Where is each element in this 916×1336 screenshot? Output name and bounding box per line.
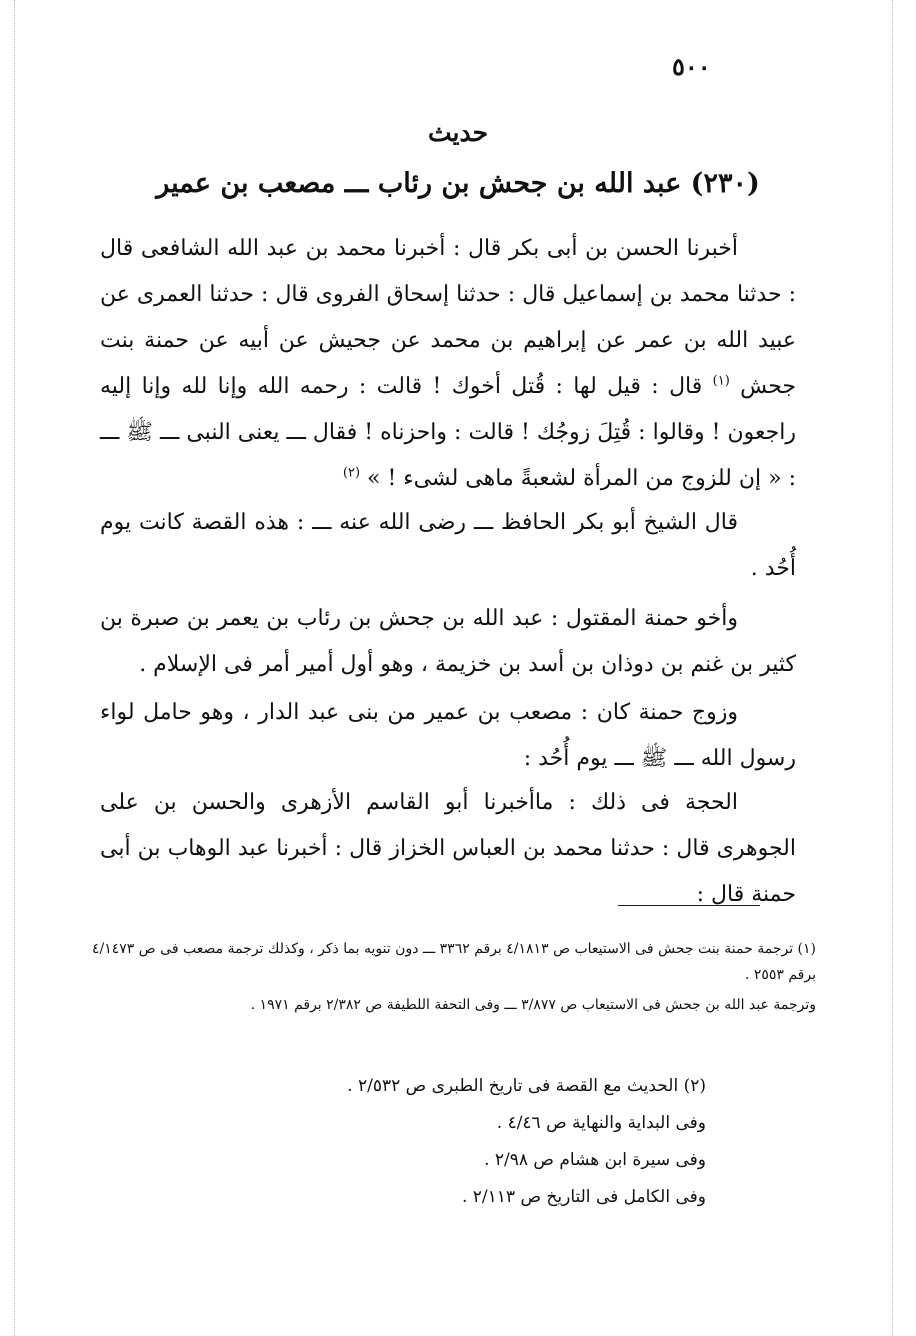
footnote-divider [618, 905, 760, 906]
paragraph-hafiz-note [100, 500, 796, 592]
footnotes-block [92, 936, 816, 1022]
hadith-title: (٢٣٠) عبد الله بن جحش بن رئاب ـــ مصعب بن عمير [156, 168, 760, 199]
brother-text: وأخو حمنة المقتول : عبد الله بن جحش بن رئاب بن يعمر بن صبرة بن كثير بن غنم بن دوذان بن أسد بن خزيمة ، وهو أول أمير أمر فى الإسلام . [100, 606, 796, 677]
footnote-ref-2: (٢) [342, 465, 361, 481]
footnote-1-part-a: (١) ترجمة حمنة بنت جحش فى الاستيعاب ص ٤/١٨١٣ برقم ٣٣٦٢ ـــ دون تنويه بما ذكر ، وكذلك ترجمة مصعب فى ص ٤/١٤٧٣ برقم ٢٥٥٣ . [92, 941, 817, 983]
footnote-2-list [200, 1068, 706, 1216]
paragraph-brother [100, 596, 796, 688]
footnote-ref-1: (١) [712, 373, 730, 389]
footnote-1-part-b: وترجمة عبد الله بن جحش فى الاستيعاب ص ٣/٨٧٧ ـــ وفى التحفة اللطيفة ص ٢/٣٨٢ برقم ١٩٧١ . [250, 997, 816, 1013]
page-number: ٥٠٠ [672, 52, 711, 81]
footnote-2-line-2: وفى البداية والنهاية ص ٤/٤٦ . [496, 1113, 706, 1133]
matn-text: قال : قيل لها : قُتل أخوك ! قالت : رحمه الله وإنا لله وإنا إليه راجعون ! وقالوا : قُتِلَ زوجُك ! قالت : واحزناه ! فقال ـــ يعنى النبى ـــ ﷺ ـــ : « إن للزوج من المرأة لشعبةً ماهى لشىء ! » [100, 374, 796, 491]
scan-edge-right [892, 0, 893, 1336]
section-label: حديث [427, 118, 489, 147]
proof-text: الحجة فى ذلك : ماأخبرنا أبو القاسم الأزهرى والحسن بن على الجوهرى قال : حدثنا محمد بن العباس الخزاز قال : أخبرنا عبد الوهاب بن أبى حمنة قال : [100, 790, 796, 907]
footnote-2-line-4: وفى الكامل فى التاريخ ص ٢/١١٣ . [461, 1187, 706, 1207]
hafiz-note-text: قال الشيخ أبو بكر الحافظ ـــ رضى الله عنه ـــ : هذه القصة كانت يوم أُحُد . [100, 510, 796, 581]
scan-edge-left [14, 0, 15, 1336]
paragraph-husband [100, 690, 796, 782]
isnad-text: أخبرنا الحسن بن أبى بكر قال : أخبرنا محمد بن عبد الله الشافعى قال : حدثنا محمد بن إسماعيل قال : حدثنا إسحاق الفروى قال : حدثنا العمرى عن عبيد الله بن عمر عن إبراهيم بن محمد عن جحيش عن أبيه عن حمنة بنت جحش [100, 236, 796, 399]
footnote-2-line-3: وفى سيرة ابن هشام ص ٢/٩٨ . [484, 1150, 706, 1170]
footnote-2-line-1: (٢) الحديث مع القصة فى تاريخ الطبرى ص ٢/٥٣٢ . [347, 1076, 706, 1096]
husband-text: وزوج حمنة كان : مصعب بن عمير من بنى عبد الدار ، وهو حامل لواء رسول الله ـــ ﷺ ـــ يوم أُحُد : [100, 700, 796, 771]
paragraph-isnad [100, 226, 796, 502]
paragraph-proof [100, 780, 796, 918]
